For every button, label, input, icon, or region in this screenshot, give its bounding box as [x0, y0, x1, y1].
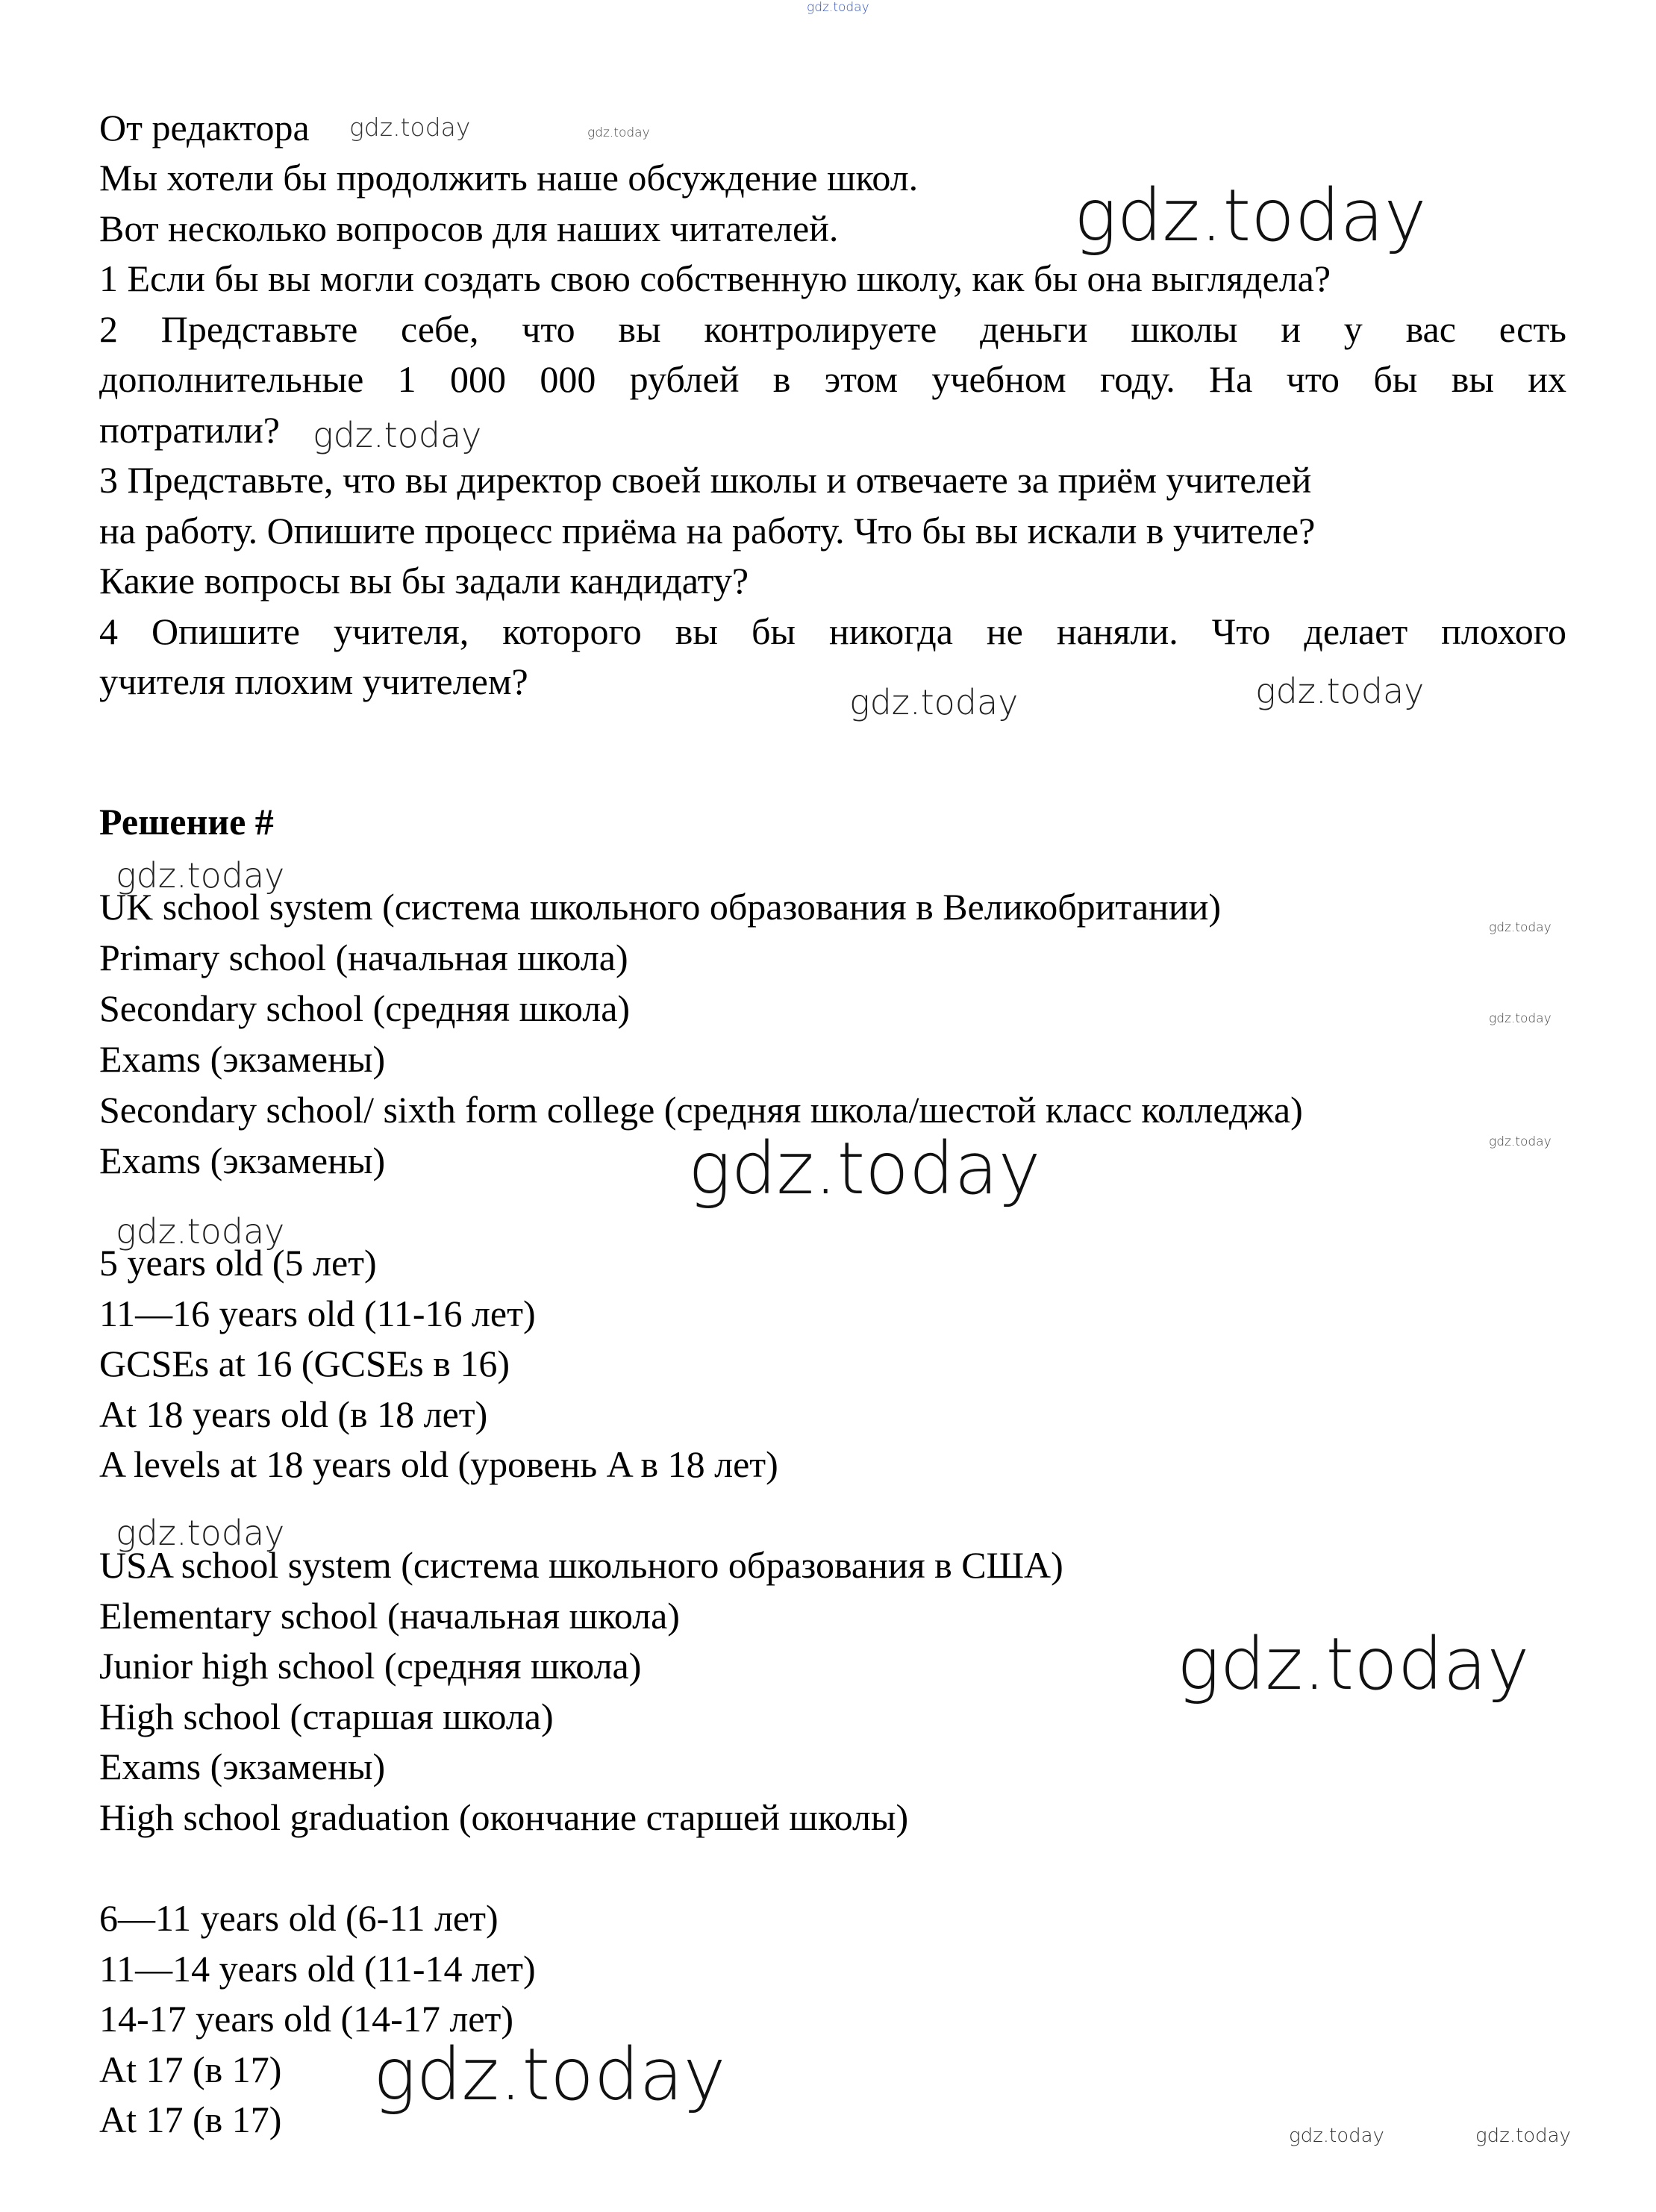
watermark: gdz.today — [349, 113, 471, 142]
question-1: 1 Если бы вы могли создать свою собственную школу, как бы она выглядела? — [99, 257, 1331, 299]
uk-age-item: 11—16 years old (11-16 лет) — [99, 1293, 536, 1334]
usa-stage-item: Elementary school (начальная школа) — [99, 1595, 680, 1637]
watermark: gdz.today — [1489, 1134, 1552, 1149]
uk-age-item: At 18 years old (в 18 лет) — [99, 1393, 488, 1435]
usa-stage-item: Junior high school (средняя школа) — [99, 1645, 642, 1687]
question-3-line-1: 3 Представьте, что вы директор своей школы и отвечаете за приём учителей — [99, 459, 1312, 501]
uk-stage-item: Exams (экзамены) — [99, 1038, 386, 1080]
from-editor-heading: От редактора — [99, 107, 310, 149]
usa-stage-item: High school (старшая школа) — [99, 1696, 554, 1737]
watermark: gdz.today — [1475, 2125, 1571, 2147]
usa-stage-item: Exams (экзамены) — [99, 1746, 386, 1787]
watermark-large: gdz.today — [373, 2033, 726, 2116]
watermark: gdz.today — [1489, 920, 1552, 935]
watermark-top: gdz.today — [807, 0, 869, 15]
uk-stage-item: Secondary school (средняя школа) — [99, 987, 631, 1029]
watermark: gdz.today — [587, 125, 650, 140]
watermark: gdz.today — [1289, 2125, 1384, 2147]
watermark-large: gdz.today — [688, 1127, 1041, 1210]
watermark-large: gdz.today — [1177, 1622, 1530, 1706]
uk-stage-item: Secondary school/ sixth form college (средняя школа/шестой класс колледжа) — [99, 1089, 1303, 1131]
solution-heading: Решение # — [99, 801, 274, 843]
usa-age-item: 14-17 years old (14-17 лет) — [99, 1998, 513, 2040]
watermark: gdz.today — [116, 1513, 285, 1553]
question-2-line-3: потратили? — [99, 409, 280, 451]
uk-age-item: GCSEs at 16 (GCSEs в 16) — [99, 1343, 510, 1384]
watermark: gdz.today — [849, 682, 1019, 722]
uk-stage-item: Exams (экзамены) — [99, 1140, 386, 1181]
question-2-line-1: 2 Представьте себе, что вы контролируете деньги школы и у вас есть — [99, 308, 1566, 350]
question-4-line-1: 4 Опишите учителя, которого вы бы никогда не наняли. Что делает плохого — [99, 610, 1566, 652]
question-3-line-3: Какие вопросы вы бы задали кандидату? — [99, 560, 749, 602]
uk-stage-item: UK school system (система школьного образования в Великобритании) — [99, 886, 1221, 928]
usa-age-item: 11—14 years old (11-14 лет) — [99, 1948, 536, 1990]
intro-line-1: Мы хотели бы продолжить наше обсуждение школ. — [99, 157, 919, 199]
watermark: gdz.today — [1489, 1011, 1552, 1026]
usa-age-item: At 17 (в 17) — [99, 2049, 282, 2090]
watermark-large: gdz.today — [1074, 174, 1427, 257]
uk-age-item: A levels at 18 years old (уровень A в 18 лет) — [99, 1443, 778, 1485]
usa-stage-item: USA school system (система школьного образования в США) — [99, 1544, 1063, 1586]
watermark: gdz.today — [1255, 671, 1425, 711]
question-2-line-2: дополнительные 1 000 000 рублей в этом учебном году. На что бы вы их — [99, 358, 1566, 400]
uk-stage-item: Primary school (начальная школа) — [99, 937, 628, 978]
usa-stage-item: High school graduation (окончание старшей школы) — [99, 1796, 909, 1838]
watermark: gdz.today — [313, 415, 482, 455]
question-3-line-2: на работу. Опишите процесс приёма на работу. Что бы вы искали в учителе? — [99, 510, 1316, 552]
usa-age-item: At 17 (в 17) — [99, 2099, 282, 2140]
question-4-line-2: учителя плохим учителем? — [99, 660, 528, 702]
intro-line-2: Вот несколько вопросов для наших читателей. — [99, 207, 839, 249]
watermark: gdz.today — [116, 1211, 285, 1252]
usa-age-item: 6—11 years old (6-11 лет) — [99, 1897, 499, 1939]
uk-age-item: 5 years old (5 лет) — [99, 1242, 377, 1284]
watermark: gdz.today — [116, 855, 285, 896]
